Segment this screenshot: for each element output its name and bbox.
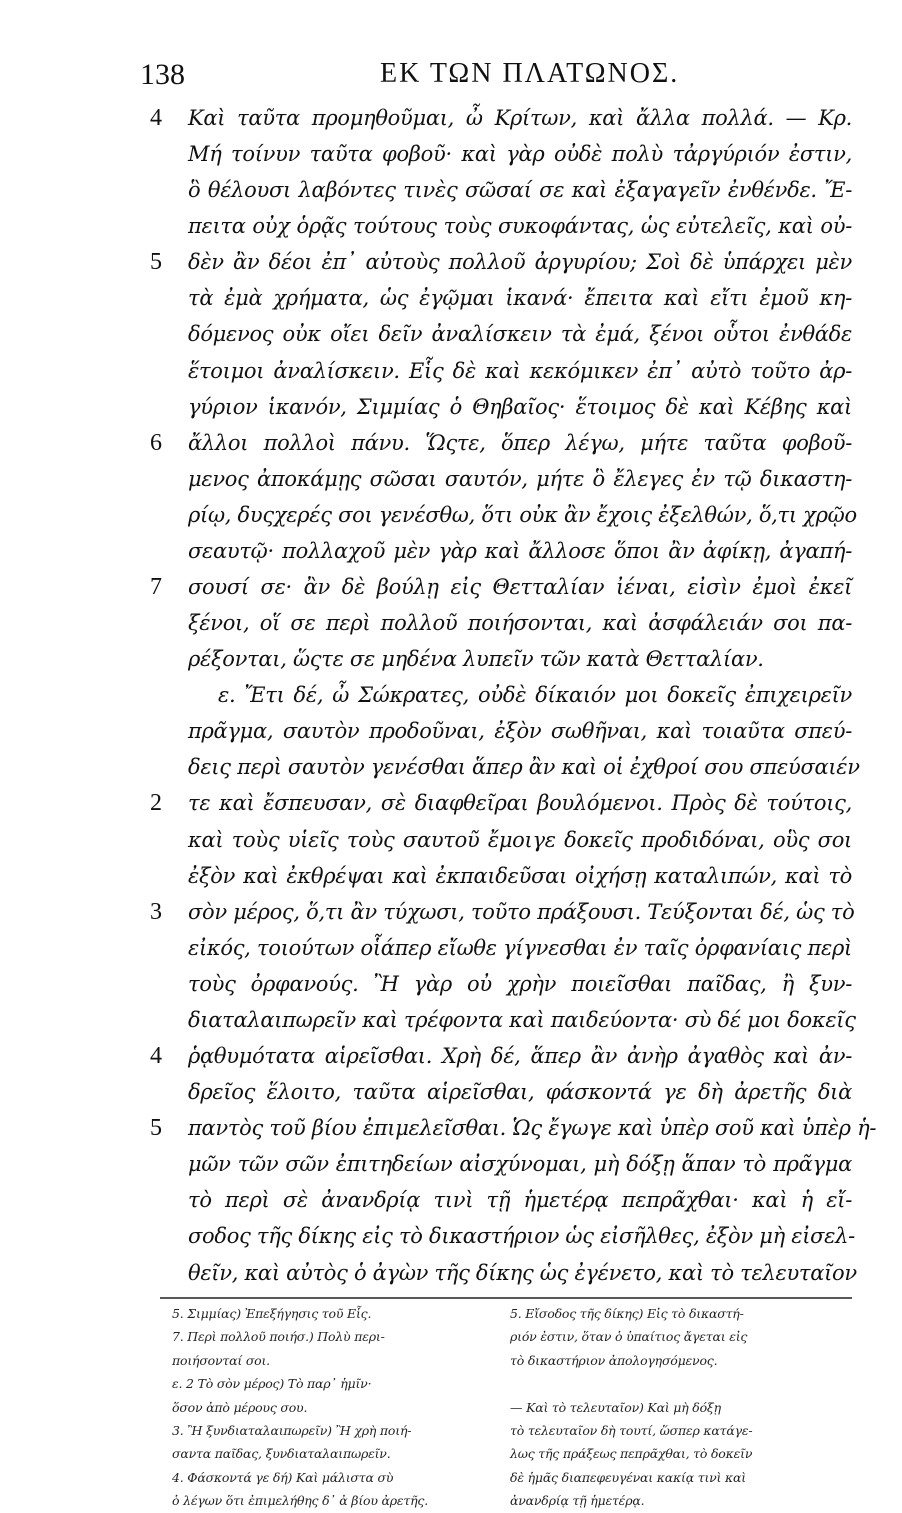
text-line xyxy=(188,136,852,172)
footnote-line: ὁ λέγων ὅτι ἐπιμελήθης δ᾽ ἀ βίου ἀρετῆς. xyxy=(172,1493,429,1509)
footnote-line xyxy=(510,1372,840,1395)
text-line xyxy=(188,858,852,894)
text-line xyxy=(150,894,855,930)
text-line xyxy=(188,1074,852,1110)
line-text: δεις περὶ σαυτὸν γενέσθαι ἅπερ ἂν καὶ οἱ ἐχθροί σου σπεύσαιέν xyxy=(188,755,860,780)
line-text: ε. Ἔτι δέ, ὦ Σώκρατες, οὐδὲ δίκαιόν μοι δοκεῖς ἐπιχειρεῖν xyxy=(218,683,852,708)
margin-section-number: 3 xyxy=(150,898,162,925)
line-text: ὃ θέλουσι λαβόντες τινὲς σῶσαί σε καὶ ἐξαγαγεῖν ἐνθένδε. Ἔ- xyxy=(188,178,852,203)
text-line xyxy=(188,461,852,497)
line-text: ῥᾳθυμότατα αἱρεῖσθαι. Χρὴ δέ, ἅπερ ἂν ἀνὴρ ἀγαθὸς καὶ ἀν- xyxy=(188,1044,852,1069)
line-text: σὸν μέρος, ὅ,τι ἂν τύχωσι, τοῦτο πράξουσι. Τεύξονται δέ, ὡς τὸ xyxy=(188,899,855,924)
margin-section-number: 7 xyxy=(150,574,162,601)
footnote-line: τὸ τελευταῖον δὴ τουτί, ὥσπερ κατάγε- xyxy=(510,1422,753,1438)
line-text: Καὶ ταῦτα προμηθοῦμαι, ὦ Κρίτων, καὶ ἄλλα πολλά. — Κρ. xyxy=(188,106,852,130)
text-line xyxy=(188,1002,856,1038)
footnote-line: τὸ δικαστήριον ἀπολογησόμενος. xyxy=(510,1352,718,1368)
text-line xyxy=(188,930,852,966)
line-text: πρᾶγμα, σαυτὸν προδοῦναι, ἐξὸν σωθῆναι, καὶ τοιαῦτα σπεύ- xyxy=(188,719,852,744)
line-text: τὰ ἐμὰ χρήματα, ὡς ἐγῷμαι ἱκανά· ἔπειτα καὶ εἴτι ἐμοῦ κη- xyxy=(188,286,852,311)
line-text: σεαυτῷ· πολλαχοῦ μὲν γὰρ καὶ ἄλλοσε ὅποι ἂν ἀφίκῃ, ἀγαπή- xyxy=(188,538,852,563)
footnote-line: λως τῆς πράξεως πεπρᾶχθαι, τὸ δοκεῖν xyxy=(510,1446,753,1462)
text-line xyxy=(188,822,852,858)
text-line xyxy=(188,172,852,208)
footnote-line: 5. Εἴσοδος τῆς δίκης) Εἰς τὸ δικαστή- xyxy=(510,1306,744,1321)
running-title: ΕΚ ΤΩΝ ΠΛΑΤΩΝΟΣ. xyxy=(380,58,680,89)
margin-section-number: 6 xyxy=(150,429,162,456)
footnotes-right-column xyxy=(510,1302,840,1513)
line-text: δόμενος οὐκ οἴει δεῖν ἀναλίσκειν τὰ ἐμά, ξένοι οὗτοι ἐνθάδε xyxy=(188,322,852,347)
text-line xyxy=(188,1255,857,1291)
footnote-line: ποιήσονταί σοι. xyxy=(172,1352,270,1368)
text-line xyxy=(188,316,852,352)
footnote-line: ε. 2 Τὸ σὸν μέρος) Τὸ παρ᾽ ἡμῖν· xyxy=(172,1376,372,1392)
line-text: σουσί σε· ἂν δὲ βούλῃ εἰς Θετταλίαν ἰέναι, εἰσὶν ἐμοὶ ἐκεῖ xyxy=(188,575,852,600)
line-text: ἄλλοι πολλοὶ πάνυ. Ὥςτε, ὅπερ λέγω, μήτε ταῦτα φοβοῦ- xyxy=(188,430,852,455)
line-text: δὲν ἂν δέοι ἐπ᾽ αὐτοὺς πολλοῦ ἀργυρίου; Σοὶ δὲ ὑπάρχει μὲν xyxy=(188,250,852,275)
footnotes-left-column xyxy=(172,1302,502,1513)
line-text: ρέξονται, ὥςτε σε μηδένα λυπεῖν τῶν κατὰ Θετταλίαν. xyxy=(188,647,764,672)
margin-section-number: 4 xyxy=(150,1043,162,1070)
margin-section-number: 2 xyxy=(150,790,162,817)
line-text: ξένοι, οἵ σε περὶ πολλοῦ ποιήσονται, καὶ ἀσφάλειάν σοι πα- xyxy=(188,611,852,636)
text-line xyxy=(188,497,857,533)
footnote-line: ἀνανδρίᾳ τῇ ἡμετέρᾳ. xyxy=(510,1493,645,1509)
line-text: εἰκός, τοιούτων οἷάπερ εἴωθε γίγνεσθαι ἐν ταῖς ὀρφανίαις περὶ xyxy=(188,935,852,960)
line-text: μενος ἀποκάμῃς σῶσαι σαυτόν, μήτε ὃ ἔλεγες ἐν τῷ δικαστη- xyxy=(188,466,852,491)
text-line xyxy=(188,1218,855,1254)
footnote-line: 5. Σιμμίας) Ἐπεξήγησις τοῦ Εἷς. xyxy=(172,1306,372,1321)
line-text: μῶν τῶν σῶν ἐπιτηδείων αἰσχύνομαι, μὴ δόξῃ ἅπαν τὸ πρᾶγμα xyxy=(188,1152,852,1177)
text-line xyxy=(150,1110,877,1146)
footnote-line: ὅσον ἀπὸ μέρους σου. xyxy=(172,1399,308,1415)
margin-section-number: 5 xyxy=(150,249,162,276)
footnote-line: σαντα παῖδας, ξυνδιαταλαιπωρεῖν. xyxy=(172,1446,391,1462)
footnote-line: 3. Ἢ ξυνδιαταλαιπωρεῖν) Ἢ χρὴ ποιή- xyxy=(172,1422,412,1438)
text-line xyxy=(150,425,852,461)
footnote-line: δὲ ἡμᾶς διαπεφευγέναι κακίᾳ τινὶ καὶ xyxy=(510,1469,746,1485)
text-line xyxy=(188,713,852,749)
footnote-line: ριόν ἐστιν, ὅταν ὁ ὑπαίτιος ἄγεται εἰς xyxy=(510,1329,748,1345)
footnote-rule xyxy=(160,1297,852,1299)
text-line xyxy=(150,1038,852,1074)
line-text: τε καὶ ἔσπευσαν, σὲ διαφθεῖραι βουλόμενοι. Πρὸς δὲ τούτοις, xyxy=(188,791,852,816)
text-line xyxy=(188,533,852,569)
margin-section-number: 5 xyxy=(150,1115,162,1142)
main-text xyxy=(150,100,877,1291)
text-line xyxy=(150,244,852,280)
text-line xyxy=(188,280,852,316)
text-line xyxy=(150,569,852,605)
line-text: σοδος τῆς δίκης εἰς τὸ δικαστήριον ὡς εἰσῆλθες, ἐξὸν μὴ εἰσελ- xyxy=(188,1224,855,1249)
text-line xyxy=(188,353,852,389)
line-text: γύριον ἱκανόν, Σιμμίας ὁ Θηβαῖος· ἕτοιμος δὲ καὶ Κέβης καὶ xyxy=(188,394,852,419)
line-text: παντὸς τοῦ βίου ἐπιμελεῖσθαι. Ὡς ἔγωγε καὶ ὑπὲρ σοῦ καὶ ὑπὲρ ἡ- xyxy=(188,1116,877,1141)
line-text: Μή τοίνυν ταῦτα φοβοῦ· καὶ γὰρ οὐδὲ πολὺ τἀργύριόν ἐστιν, xyxy=(188,142,852,167)
margin-section-number: 4 xyxy=(150,105,162,131)
text-line xyxy=(188,641,852,677)
line-text: θεῖν, καὶ αὐτὸς ὁ ἀγὼν τῆς δίκης ὡς ἐγένετο, καὶ τὸ τελευταῖον xyxy=(188,1260,857,1285)
line-text: πειτα οὐχ ὁρᾷς τούτους τοὺς συκοφάντας, ὡς εὐτελεῖς, καὶ οὐ- xyxy=(188,214,852,239)
line-text: ρίῳ, δυςχερές σοι γενέσθω, ὅτι οὐκ ἂν ἔχοις ἐξελθών, ὅ,τι χρῷο xyxy=(188,502,857,527)
footnote-line: — Καὶ τὸ τελευταῖον) Καὶ μὴ δόξῃ xyxy=(510,1399,721,1415)
text-line xyxy=(188,605,852,641)
page-header xyxy=(140,58,862,98)
text-line xyxy=(188,208,852,244)
text-line xyxy=(188,749,860,785)
line-text: δρεῖος ἕλοιτο, ταῦτα αἱρεῖσθαι, φάσκοντά γε δὴ ἀρετῆς διὰ xyxy=(188,1080,852,1105)
footnote-line: 4. Φάσκοντά γε δή) Καὶ μάλιστα σὺ xyxy=(172,1469,394,1485)
line-text: καὶ τοὺς υἱεῖς τοὺς σαυτοῦ ἔμοιγε δοκεῖς προδιδόναι, οὓς σοι xyxy=(188,827,852,852)
text-line xyxy=(150,100,852,136)
text-line xyxy=(150,785,852,821)
page-number: 138 xyxy=(140,58,185,91)
text-line xyxy=(188,966,852,1002)
line-text: διαταλαιπωρεῖν καὶ τρέφοντα καὶ παιδεύοντα· σὺ δέ μοι δοκεῖς xyxy=(188,1007,856,1032)
text-line xyxy=(188,1182,852,1218)
line-text: τὸ περὶ σὲ ἀνανδρίᾳ τινὶ τῇ ἡμετέρᾳ πεπρᾶχθαι· καὶ ἡ εἴ- xyxy=(188,1188,852,1213)
footnote-line: 7. Περὶ πολλοῦ ποιήσ.) Πολὺ περι- xyxy=(172,1329,385,1345)
line-text: ἐξὸν καὶ ἐκθρέψαι καὶ ἐκπαιδεῦσαι οἰχήσῃ καταλιπών, καὶ τὸ xyxy=(188,863,852,888)
text-line xyxy=(188,389,852,425)
line-text: τοὺς ὀρφανούς. Ἢ γὰρ οὐ χρὴν ποιεῖσθαι παῖδας, ἢ ξυν- xyxy=(188,971,852,996)
text-line xyxy=(188,677,852,713)
line-text: ἕτοιμοι ἀναλίσκειν. Εἷς δὲ καὶ κεκόμικεν ἐπ᾽ αὐτὸ τοῦτο ἀρ- xyxy=(188,358,852,383)
text-line xyxy=(188,1146,852,1182)
